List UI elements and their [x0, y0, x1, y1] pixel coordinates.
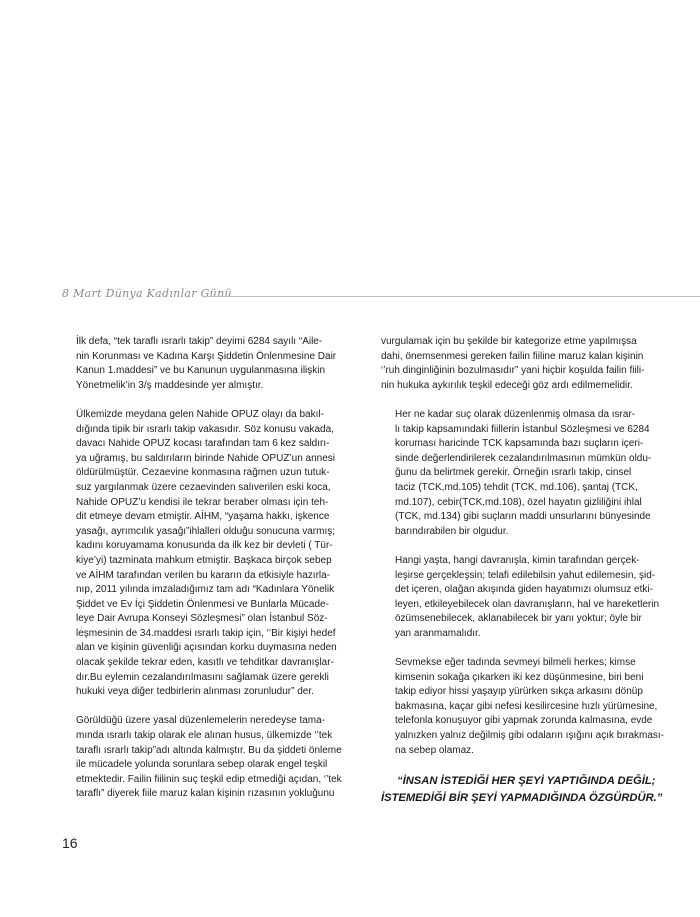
text-line: nin hukuka aykırılık teşkil edeceği göz ardı edilmemelidir.: [381, 379, 633, 391]
text-line: leşmesinin de 34.maddesi ısrarlı takip için, ‘’Bir kişiyi hedef: [76, 627, 336, 639]
text-line: sinde değerlendirilerek cezalandırılmasının mümkün oldu-: [395, 452, 652, 464]
text-line: taraflı ısrarlı takip”adı altında kalmıştır. Bu da şiddeti önleme: [76, 744, 342, 756]
text-line: İlk defa, “tek taraflı ısrarlı takip” deyimi 6284 sayılı “Aile-: [76, 336, 323, 347]
text-line: özümsenebilecek, aklanabilecek bir yanı yoktur; öyle bir: [395, 613, 642, 625]
text-line: davacı Nahide OPUZ kocası tarafından tam 6 kez saldırı-: [76, 438, 330, 450]
body-paragraph: [381, 335, 671, 393]
quote-line: “İNSAN İSTEDİĞİ HER ŞEYİ YAPTIĞINDA DEĞİL;: [397, 774, 656, 787]
text-line: dahi, önemsenmesi gereken failin fiiline maruz kalan kişinin: [381, 350, 644, 362]
running-title: 8 Mart Dünya Kadınlar Günü: [62, 287, 232, 300]
text-line: (TCK, md.134) gibi suçların maddi unsurlarını bünyesinde: [395, 511, 651, 523]
text-line: yasağı, ayrımcılık yasağı”ihlalleri olduğu sonucuna varmış;: [76, 525, 336, 537]
body-paragraph: [62, 335, 350, 393]
text-line: na sebep olamaz.: [395, 744, 474, 756]
text-line: Her ne kadar suç olarak düzenlenmiş olmasa da ısrar-: [395, 408, 636, 420]
left-column: [62, 335, 350, 817]
body-paragraph: [381, 408, 671, 539]
body-paragraph: [62, 714, 350, 802]
text-line: dit etmeye devam etmiştir. AİHM, “yaşama hakkı, işkence: [76, 511, 330, 523]
text-line: yalnızken yalnız değilmiş gibi odaların ışığını açık bırakması-: [395, 730, 665, 742]
pull-quote: [381, 773, 671, 807]
text-line: yan aranmamalıdır.: [395, 627, 481, 639]
text-line: nin Korunması ve Kadına Karşı Şiddetin Önlenmesine Dair: [76, 350, 337, 362]
text-line: olacak şekilde tekrar eden, kasıtlı ve tehditkar davranışlar-: [76, 657, 334, 669]
text-line: Kanun 1.maddesi” ve bu Kanunun uygulanmasına ilişkin: [76, 365, 326, 377]
text-line: dır.Bu eylemin cezalandırılmasını sağlamak üzere gerekli: [76, 671, 329, 683]
text-line: md.107), cebir(TCK,md.108), özel hayatın gizliliğini ihlal: [395, 496, 642, 508]
text-line: suz yargılanmak üzere cezaevinden salıverilen eski koca,: [76, 481, 331, 493]
body-paragraph: [62, 408, 350, 700]
text-line: öldürülmüştür. Cezaevine konmasına rağmen uzun tutuk-: [76, 467, 330, 479]
text-line: nıp, 2011 yılında imzaladığımız tam adı “Kadınlara Yönelik: [76, 584, 335, 596]
text-line: bakmasına, kaçar gibi nefesi kesilircesine hızlı yürümesine,: [395, 700, 658, 712]
text-line: lı takip kapsamındaki fiillerin İstanbul Sözleşmesi ve 6284: [395, 423, 650, 435]
text-line: telefonla konuşuyor gibi yapmak zorunda kalmasına, evde: [395, 715, 653, 727]
body-paragraph: [381, 656, 671, 758]
text-line: vurgulamak için bu şekilde bir kategorize etme yapılmışsa: [381, 336, 637, 347]
text-line: Yönetmelik’in 3/ş maddesinde yer almıştır.: [76, 379, 264, 391]
text-line: ya uğramış, bu saldırıların birinde Nahide OPUZ’un annesi: [76, 452, 336, 464]
text-line: barındırabilen bir olgudur.: [395, 525, 509, 537]
text-line: kadını koruyamama konusunda da ilk kez bir devleti ( Tür-: [76, 540, 333, 552]
text-line: Nahide OPUZ’u kendisi ile tekrar beraber olması için teh-: [76, 496, 329, 508]
text-line: kiye’yi) tazminata mahkum etmiştir. Başkaca birçok sebep: [76, 554, 332, 566]
text-line: takip ediyor hissi yaşayıp yürürken sıkça arkasını dönüp: [395, 686, 643, 698]
text-line: kimsenin sokağa çıkarken iki kez düşünmesine, biri beni: [395, 671, 644, 683]
text-line: ğunu da belirtmek gerekir. Örneğin ısrarlı takip, cinsel: [395, 467, 632, 479]
text-line: leye Dair Avrupa Konseyi Sözleşmesi” olan İstanbul Söz-: [76, 613, 328, 625]
text-line: taciz (TCK,md.105) tehdit (TCK, md.106), şantaj (TCK,: [395, 481, 638, 493]
text-line: taraflı” diyerek fiile maruz kalan kişinin rızasının yokluğunu: [76, 788, 335, 800]
text-line: ve AİHM tarafından verilen bu kararın da etkisiyle hazırla-: [76, 569, 331, 581]
text-line: Ülkemizde meydana gelen Nahide OPUZ olayı da bakıl-: [76, 408, 324, 420]
text-line: alan ve kişinin güvenliği açısından korku duymasına neden: [76, 642, 337, 654]
text-line: koruması haricinde TCK kapsamında bazı suçların içeri-: [395, 438, 644, 450]
text-line: leşirse gerçekleşsin; telafi edilebilsin yahut edilemesin, şid-: [395, 569, 656, 581]
page-number: 16: [62, 835, 78, 851]
text-line: Görüldüğü üzere yasal düzenlemelerin neredeyse tama-: [76, 715, 326, 727]
text-line: ‘’ruh dinginliğinin bozulmasıdır” yani hiçbir koşulda failin fiili-: [381, 365, 645, 377]
text-line: Sevmekse eğer tadında sevmeyi bilmeli herkes; kimse: [395, 657, 636, 669]
text-line: leyen, etkileyebilecek olan davranışların, hal ve hareketlerin: [395, 598, 660, 610]
text-line: Şiddet ve Ev İçi Şiddetin Önlenmesi ve Bunlarla Mücade-: [76, 598, 329, 610]
text-line: det içeren, olağan akışında giden hayatımızı olumsuz etki-: [395, 584, 653, 596]
text-line: dığında tipik bir ısrarlı takip vakasıdır. Söz konusu vakada,: [76, 423, 334, 435]
text-line: ile mücadele yolunda sorunlara sebep olarak engel teşkil: [76, 759, 328, 771]
text-line: etmektedir. Failin fiilinin suç teşkil edip etmediği açıdan, ‘’tek: [76, 773, 342, 785]
text-line: mında ısrarlı takip olarak ele alınan husus, ülkemizde ‘’tek: [76, 730, 333, 742]
body-paragraph: [381, 554, 671, 642]
text-line: hukuki veya diğer tedbirlerin alınması zorunludur” der.: [76, 686, 314, 698]
right-column: [381, 335, 671, 807]
text-line: Hangi yaşta, hangi davranışla, kimin tarafından gerçek-: [395, 554, 640, 566]
quote-line: İSTEMEDİĞİ BİR ŞEYİ YAPMADIĞINDA ÖZGÜRDÜR.”: [381, 791, 663, 804]
header-rule: [205, 296, 700, 297]
